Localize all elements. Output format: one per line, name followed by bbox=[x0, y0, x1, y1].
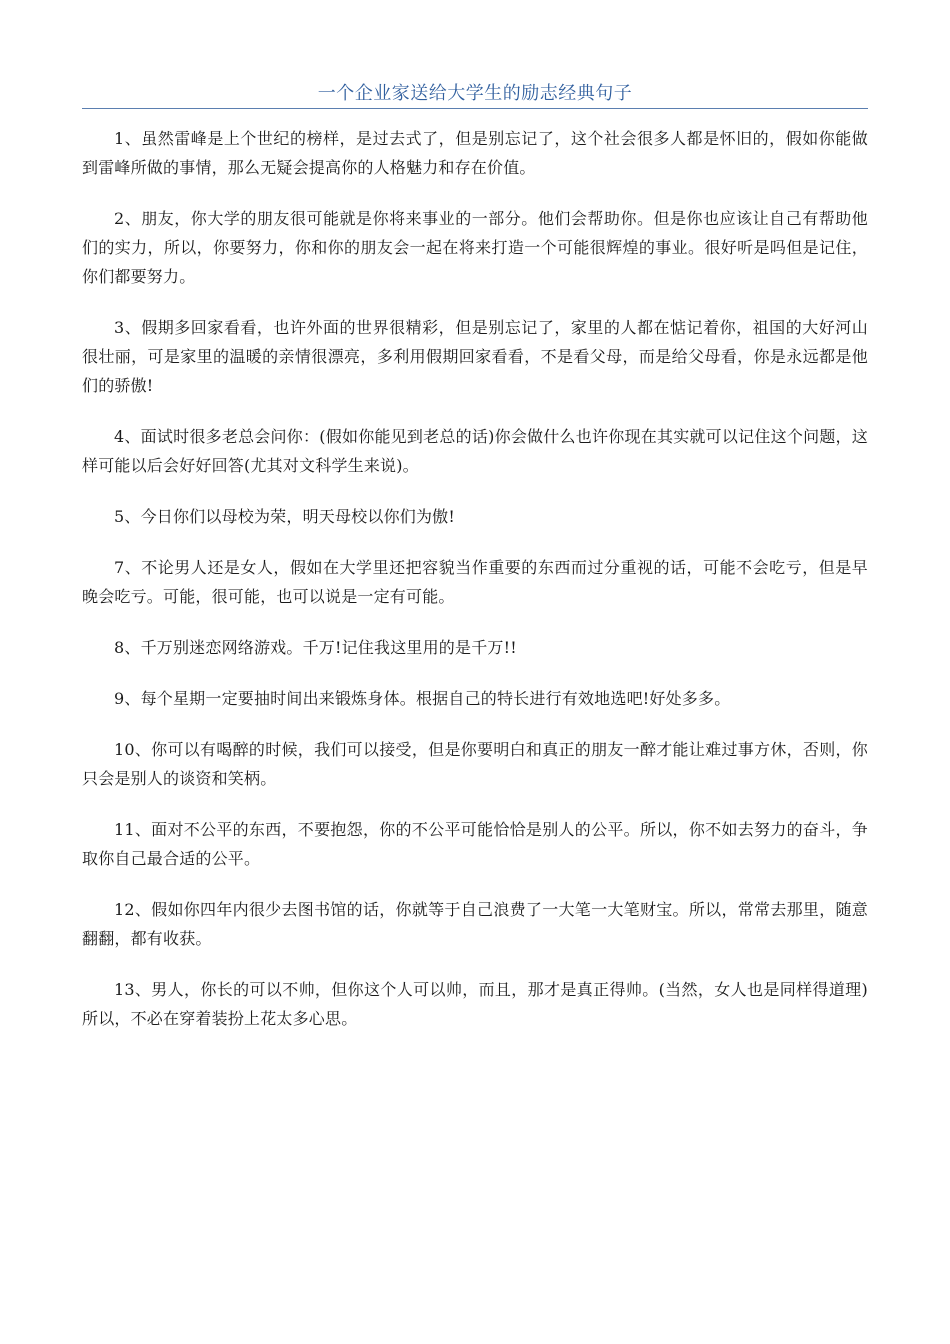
paragraph-9: 9、每个星期一定要抽时间出来锻炼身体。根据自己的特长进行有效地选吧!好处多多。 bbox=[114, 689, 731, 708]
document-header bbox=[82, 80, 868, 109]
paragraph-1: 1、虽然雷峰是上个世纪的榜样，是过去式了，但是别忘记了，这个社会很多人都是怀旧的，假如你能做到雷峰所做的事情，那么无疑会提高你的人格魅力和存在价值。 bbox=[82, 129, 868, 177]
paragraph-12: 12、假如你四年内很少去图书馆的话，你就等于自己浪费了一大笔一大笔财宝。所以，常常去那里，随意翻翻，都有收获。 bbox=[82, 900, 868, 948]
paragraph-13: 13、男人，你长的可以不帅，但你这个人可以帅，而且，那才是真正得帅。(当然，女人也是同样得道理)所以，不必在穿着装扮上花太多心思。 bbox=[82, 980, 868, 1028]
paragraph-3: 3、假期多回家看看，也许外面的世界很精彩，但是别忘记了，家里的人都在惦记着你，祖国的大好河山很壮丽，可是家里的温暖的亲情很漂亮，多利用假期回家看看，不是看父母，而是给父母看，你是永远都是他们的骄傲! bbox=[82, 318, 868, 395]
document-body bbox=[82, 124, 868, 1055]
paragraph-10: 10、你可以有喝醉的时候，我们可以接受，但是你要明白和真正的朋友一醉才能让难过事方休，否则，你只会是别人的谈资和笑柄。 bbox=[82, 740, 868, 788]
paragraph-7: 7、不论男人还是女人，假如在大学里还把容貌当作重要的东西而过分重视的话，可能不会吃亏，但是早晚会吃亏。可能，很可能，也可以说是一定有可能。 bbox=[82, 558, 868, 606]
paragraph-2: 2、朋友，你大学的朋友很可能就是你将来事业的一部分。他们会帮助你。但是你也应该让自己有帮助他们的实力，所以，你要努力，你和你的朋友会一起在将来打造一个可能很辉煌的事业。很好听是吗但是记住，你们都要努力。 bbox=[82, 209, 868, 286]
paragraph-8: 8、千万别迷恋网络游戏。千万!记住我这里用的是千万!! bbox=[114, 638, 517, 657]
paragraph-4: 4、面试时很多老总会问你：(假如你能见到老总的话)你会做什么也许你现在其实就可以记住这个问题，这样可能以后会好好回答(尤其对文科学生来说)。 bbox=[82, 427, 868, 475]
document-title: 一个企业家送给大学生的励志经典句子 bbox=[317, 83, 633, 104]
paragraph-11: 11、面对不公平的东西，不要抱怨，你的不公平可能恰恰是别人的公平。所以，你不如去努力的奋斗，争取你自己最合适的公平。 bbox=[82, 820, 868, 868]
paragraph-5: 5、今日你们以母校为荣，明天母校以你们为傲! bbox=[114, 507, 456, 526]
